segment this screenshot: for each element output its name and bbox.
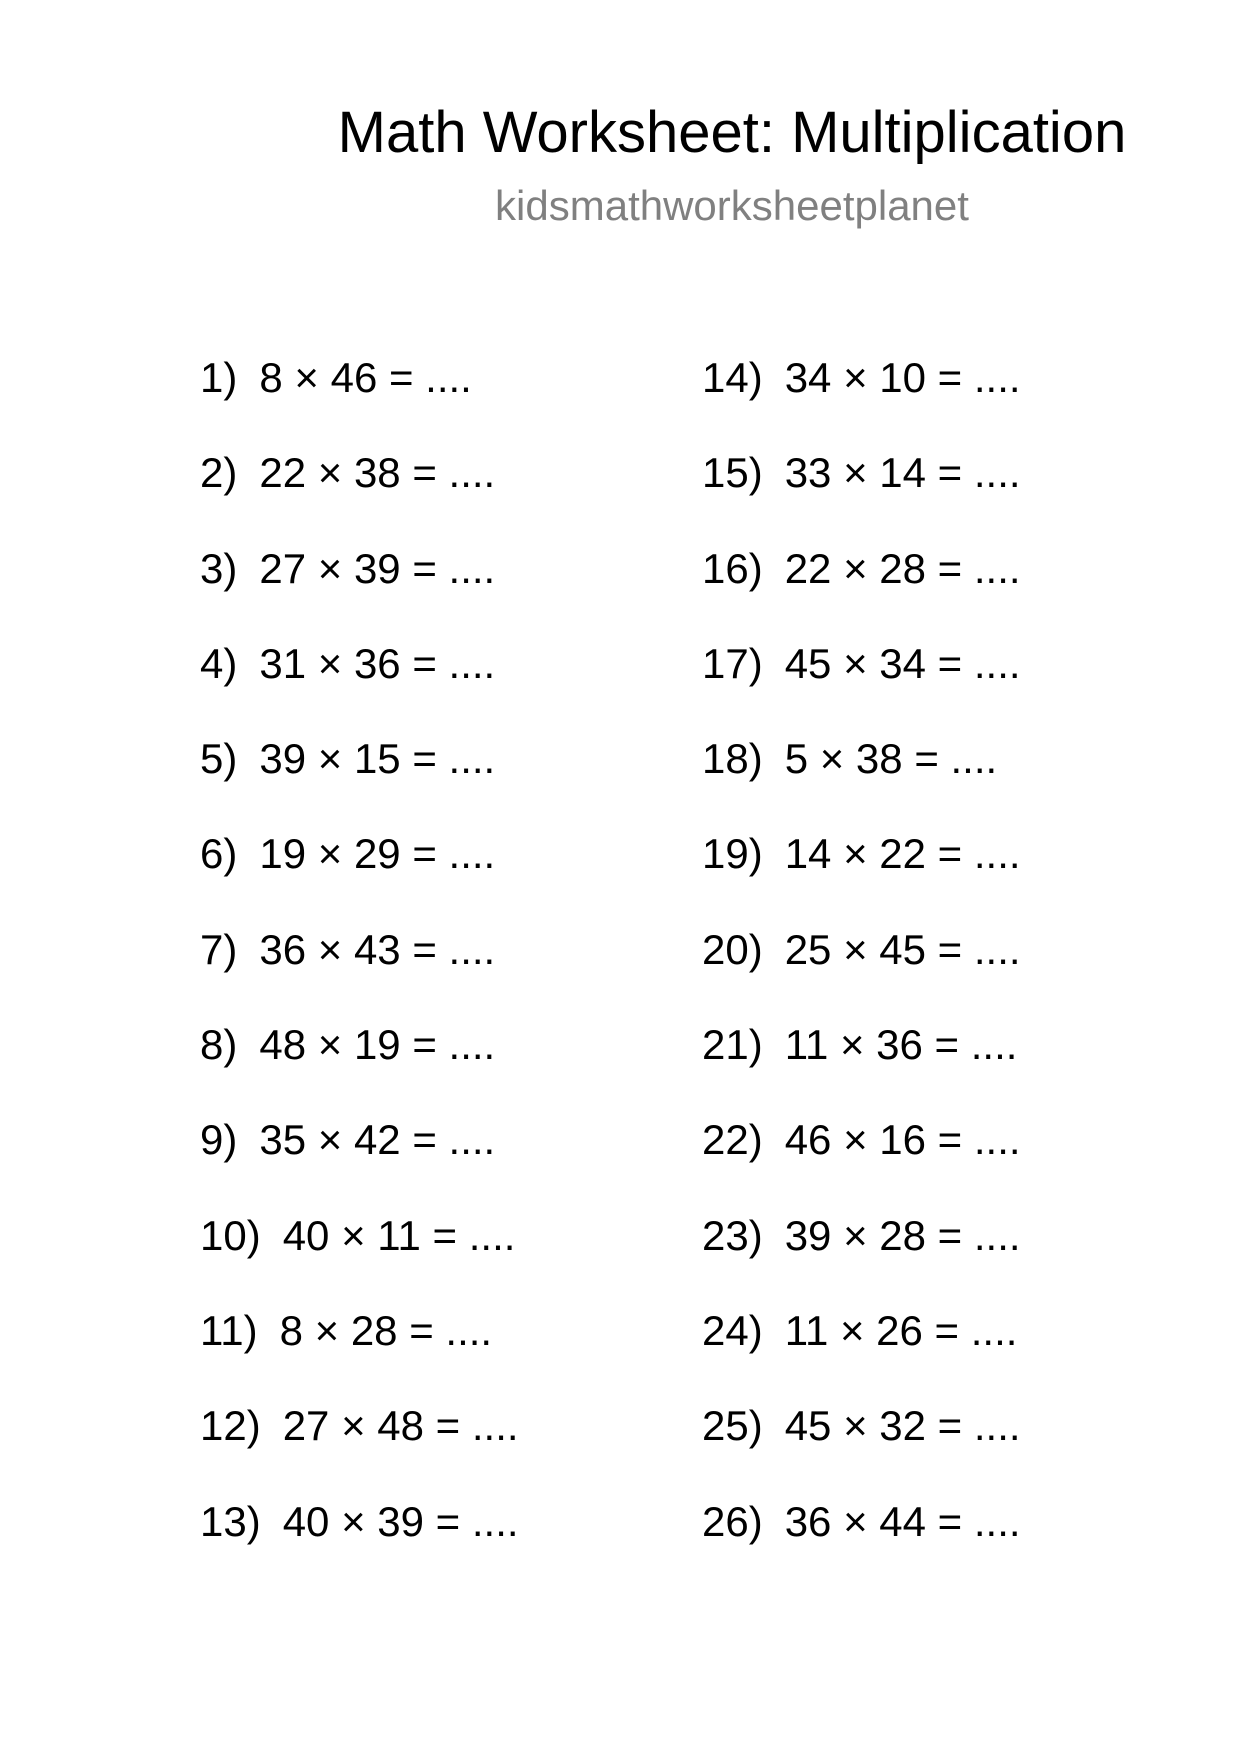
problem-expression: 45 × 32 = .... [784, 1402, 1021, 1450]
problem-number: 11) [200, 1306, 258, 1354]
problem-column-left [200, 350, 519, 1589]
problem-number: 21) [702, 1021, 763, 1069]
problem-number: 9) [200, 1116, 238, 1164]
problem-expression: 25 × 45 = .... [784, 925, 1021, 973]
problem-expression: 36 × 43 = .... [259, 925, 496, 973]
problem-number: 17) [702, 639, 763, 687]
problem-expression: 5 × 38 = .... [784, 735, 998, 783]
problem-number: 6) [200, 830, 238, 878]
problem-item [200, 1303, 519, 1398]
problem-number: 4) [200, 639, 238, 687]
problem-number: 16) [702, 544, 763, 592]
problem-item [702, 922, 1021, 1017]
problem-number: 10) [200, 1211, 261, 1259]
problem-item [702, 1017, 1021, 1112]
problem-item [200, 1112, 519, 1207]
problem-expression: 40 × 11 = .... [282, 1211, 516, 1259]
problem-expression: 48 × 19 = .... [259, 1021, 496, 1069]
problem-expression: 39 × 15 = .... [259, 735, 496, 783]
problem-expression: 34 × 10 = .... [784, 354, 1021, 401]
problem-number: 22) [702, 1116, 763, 1164]
problem-number: 26) [702, 1497, 763, 1545]
problem-expression: 19 × 29 = .... [259, 830, 496, 878]
problem-item [200, 731, 519, 826]
problem-expression: 27 × 39 = .... [259, 544, 496, 592]
problem-item [200, 445, 519, 540]
problem-expression: 8 × 46 = .... [259, 354, 472, 401]
problem-expression: 36 × 44 = .... [784, 1497, 1021, 1545]
problem-expression: 46 × 16 = .... [784, 1116, 1021, 1164]
worksheet-title: Math Worksheet: Multiplication [337, 100, 1127, 165]
problem-item [702, 1494, 1021, 1589]
problem-number: 13) [200, 1497, 261, 1545]
problem-item [200, 350, 519, 445]
problem-item [200, 541, 519, 636]
problem-number: 8) [200, 1021, 238, 1069]
problem-expression: 35 × 42 = .... [259, 1116, 496, 1164]
problem-item [702, 826, 1021, 921]
problem-number: 7) [200, 925, 238, 973]
problem-expression: 31 × 36 = .... [259, 639, 496, 687]
problem-item [200, 826, 519, 921]
problem-expression: 40 × 39 = .... [282, 1497, 519, 1545]
problem-item [702, 445, 1021, 540]
problem-number: 14) [702, 354, 763, 401]
problem-number: 20) [702, 925, 763, 973]
problem-number: 18) [702, 735, 763, 783]
problem-expression: 11 × 26 = .... [784, 1306, 1018, 1354]
problem-number: 12) [200, 1402, 261, 1450]
problem-item [702, 541, 1021, 636]
problem-item [702, 1398, 1021, 1493]
problem-item [200, 1494, 519, 1589]
problem-number: 24) [702, 1306, 763, 1354]
problem-number: 2) [200, 449, 238, 497]
problem-expression: 14 × 22 = .... [784, 830, 1021, 878]
problem-expression: 22 × 38 = .... [259, 449, 496, 497]
problem-item [702, 731, 1021, 826]
problem-expression: 39 × 28 = .... [784, 1211, 1021, 1259]
problem-expression: 33 × 14 = .... [784, 449, 1021, 497]
problem-item [702, 350, 1021, 445]
problem-column-right [702, 350, 1021, 1589]
problem-expression: 45 × 34 = .... [784, 639, 1021, 687]
problem-item [200, 1208, 519, 1303]
problem-expression: 8 × 28 = .... [279, 1306, 493, 1354]
problem-item [702, 636, 1021, 731]
problem-number: 19) [702, 830, 763, 878]
problem-item [200, 1017, 519, 1112]
problem-item [200, 1398, 519, 1493]
problem-expression: 11 × 36 = .... [784, 1021, 1018, 1069]
problem-expression: 22 × 28 = .... [784, 544, 1021, 592]
problem-number: 5) [200, 735, 238, 783]
problem-number: 15) [702, 449, 763, 497]
problem-item [702, 1208, 1021, 1303]
problem-number: 23) [702, 1211, 763, 1259]
worksheet-source: kidsmathworksheetplanet [495, 182, 969, 229]
problem-number: 1) [200, 354, 238, 401]
problem-item [702, 1303, 1021, 1398]
problem-item [200, 922, 519, 1017]
problem-number: 3) [200, 544, 238, 592]
problem-expression: 27 × 48 = .... [282, 1402, 519, 1450]
problem-item [702, 1112, 1021, 1207]
problem-item [200, 636, 519, 731]
problem-number: 25) [702, 1402, 763, 1450]
